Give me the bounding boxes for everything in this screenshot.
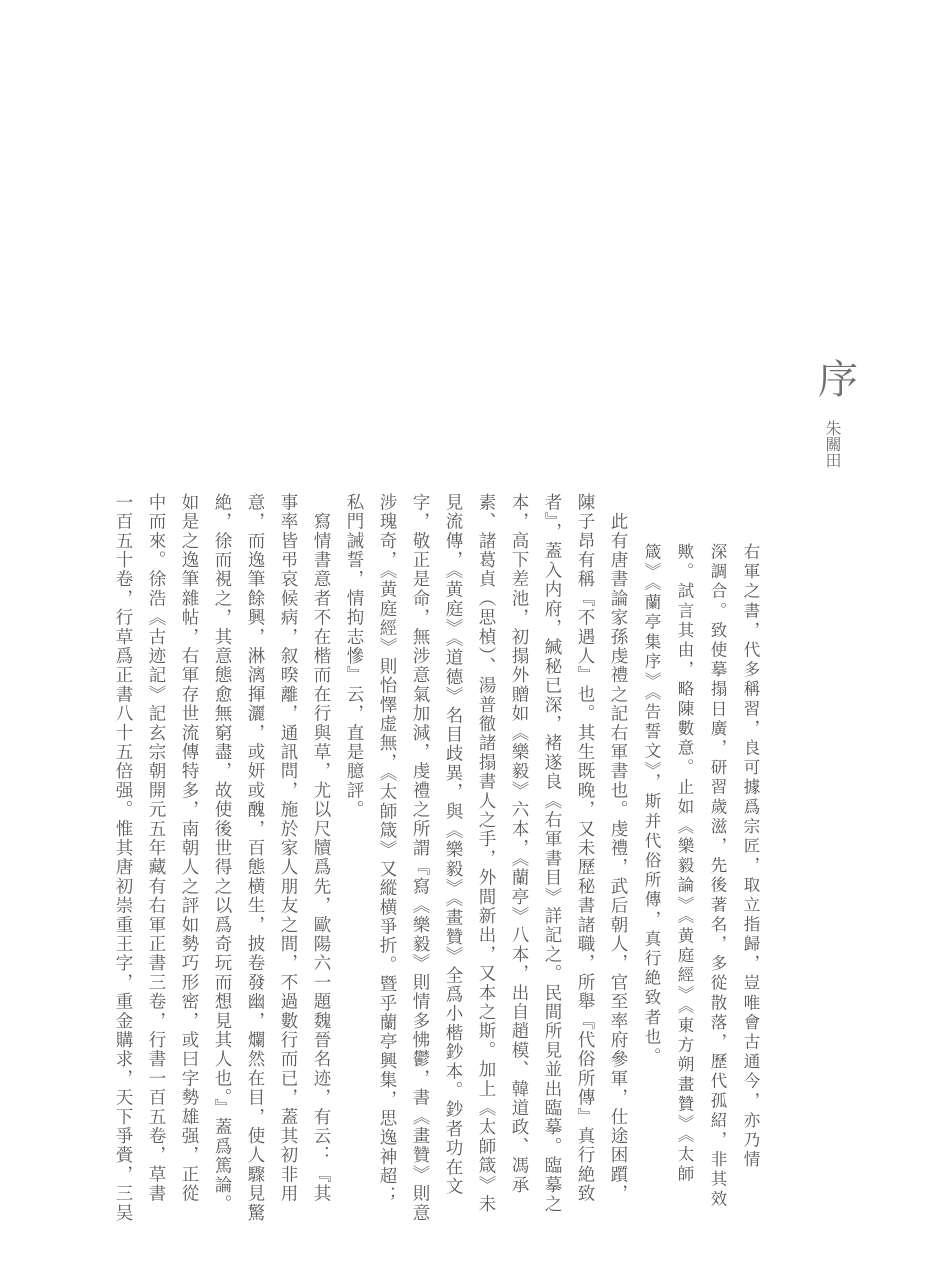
body-column-2: 陳子昂有稱『不遇人』也。其生既晚，又未歷秘書諸職，所舉『代俗所傳』真行絶致 <box>575 493 595 1204</box>
body-column-4: 本，高下差池，初搨外贈如《樂毅》六本，《蘭亭》八本，出自趙模、韓道政、馮承 <box>509 493 529 1195</box>
body-column-15: 中而來。徐浩《古迹記》記玄宗朝開元五年藏有右軍正書三卷，行書一百五卷，草書 <box>146 493 166 1204</box>
body-column-8: 涉瑰奇，《黄庭經》則怡懌虚無，《太師箴》又縱横爭折。暨乎蘭亭興集，思逸神超； <box>377 493 397 1206</box>
quote-column-3: 歟。試言其由，略陳數意。止如《樂毅論》《黄庭經》《東方朔畫贊》《太師 <box>675 543 694 1185</box>
body-column-10: 寫情書意者不在楷而在行與草，尤以尺牘爲先，歐陽六一題魏晉名迹，有云：『其 <box>311 493 331 1204</box>
quote-column-1: 右軍之書，代多稱習，良可據爲宗匠，取立指歸，豈唯會古通今，亦乃情 <box>741 543 760 1171</box>
body-column-11: 事率皆弔哀候病，叙暌離，通訊問，施於家人朋友之間，不過數行而已，蓋其初非用 <box>278 493 298 1204</box>
body-column-16: 一百五十卷，行草爲正書八十五倍强。惟其唐初崇重王字，重金購求，天下爭賫，三吴 <box>113 493 133 1223</box>
body-column-13: 絶，徐而視之，其意態愈無窮盡，故使後世得之以爲奇玩而想見其人也。』蓋爲篤論。 <box>212 493 232 1214</box>
body-column-5: 素、諸葛貞（思楨）、湯普徹諸搨書人之手，外間新出，又本之斯。加上《太師箴》未 <box>476 493 496 1214</box>
body-column-12: 意，而逸筆餘興，淋漓揮灑，或妍或醜，百態横生，披卷發幽，爛然在目，使人驟見驚 <box>245 493 265 1223</box>
quote-column-2: 深調合。致使摹搨日廣，研習歲滋，先後著名，多從散落，歷代孤紹，非其效 <box>708 543 727 1210</box>
body-column-3: 者』，蓋入内府，緘秘已深，褚遂良《右軍書目》詳記之。民間所見並出臨摹。臨摹之 <box>542 493 562 1214</box>
quote-column-4: 箴》《蘭亭集序》《告誓文》，斯并代俗所傳，真行絶致者也。 <box>642 543 661 1068</box>
page-title: 序 <box>818 357 858 403</box>
body-column-7: 字，敬正是命，無涉意氣加減，虔禮之所謂『寫《樂毅》則情多怫鬱，書《畫贊》則意 <box>410 493 430 1223</box>
body-column-9: 私門誡誓，情拘志慘』云，直是臆評。 <box>344 493 364 820</box>
body-column-1: 此有唐書論家孫虔禮之記右軍書也。虔禮，武后朝人，官至率府參軍，仕途困躓， <box>608 493 628 1204</box>
body-column-6: 見流傳，《黄庭》《道德》名目歧異，與《樂毅》《畫贊》全爲小楷鈔本。鈔者功在文 <box>443 493 463 1197</box>
author-name: 朱關田 <box>823 420 842 468</box>
body-column-14: 如是之逸筆雜帖，右軍存世流傳特多，南朝人之評如勢巧形密，或曰字勢雄强，正從 <box>179 493 199 1204</box>
